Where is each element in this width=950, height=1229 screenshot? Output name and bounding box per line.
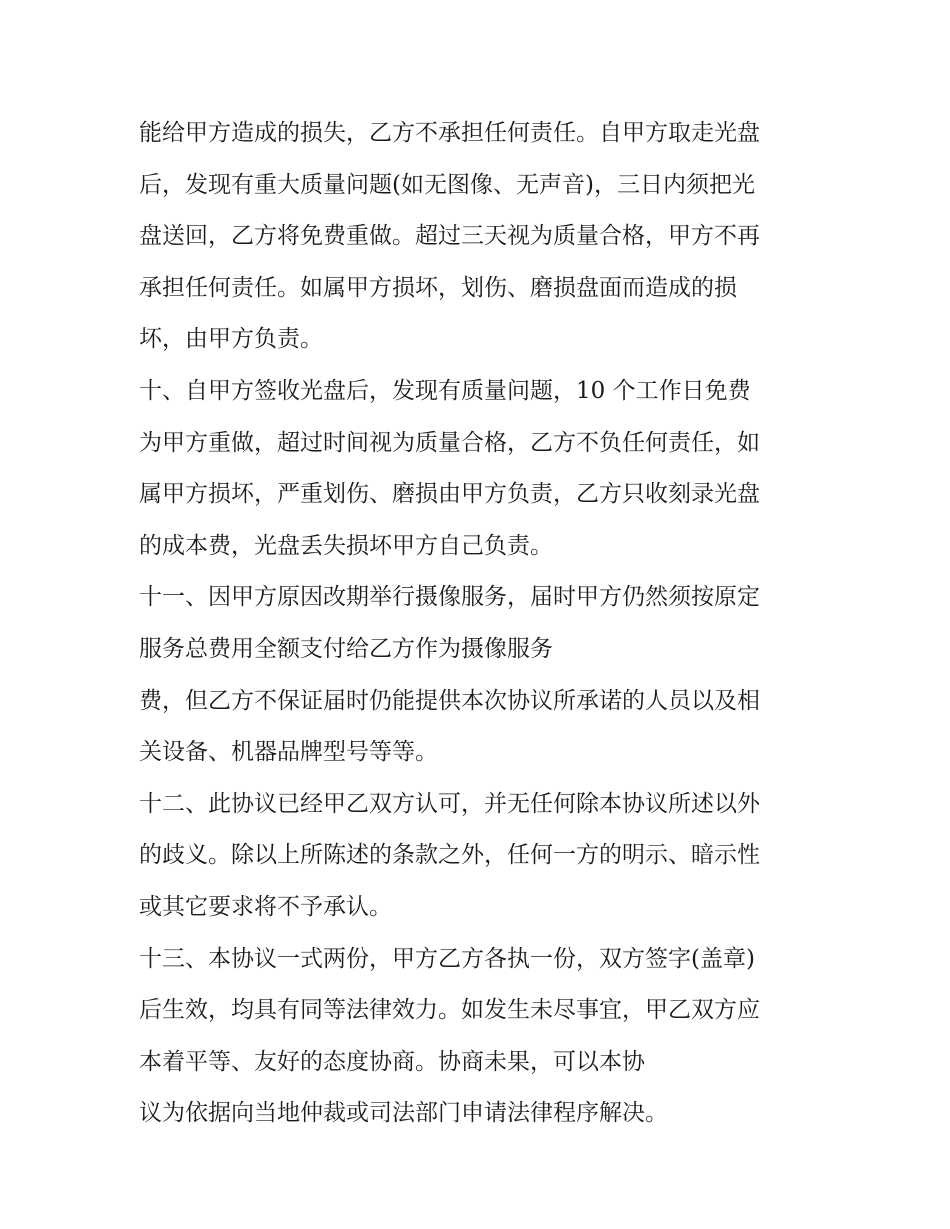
- text-line: 服务总费用全额支付给乙方作为摄像服务: [139, 635, 553, 662]
- clause-10-line: 十、自甲方签收光盘后，发现有质量问题，10 个工作日免费: [139, 377, 751, 404]
- text-line: 的成本费，光盘丢失损坏甲方自己负责。: [139, 532, 553, 559]
- clause-11-line: 十一、因甲方原因改期举行摄像服务，届时甲方仍然须按原定: [139, 584, 760, 611]
- text-line: 为甲方重做，超过时间视为质量合格，乙方不负任何责任，如: [139, 429, 760, 456]
- text-line: 本着平等、友好的态度协商。协商未果，可以本协: [139, 1048, 645, 1075]
- text-line: 关设备、机器品牌型号等等。: [139, 739, 438, 766]
- text-line: 后生效，均具有同等法律效力。如发生未尽事宜，甲乙双方应: [139, 997, 760, 1024]
- text-line: 承担任何责任。如属甲方损坏，划伤、磨损盘面而造成的损: [139, 274, 737, 301]
- text-line: 盘送回，乙方将免费重做。超过三天视为质量合格，甲方不再: [139, 223, 760, 250]
- text-line: 坏，由甲方负责。: [139, 326, 323, 353]
- text-line: 的歧义。除以上所陈述的条款之外，任何一方的明示、暗示性: [139, 842, 760, 869]
- text-line: 能给甲方造成的损失，乙方不承担任何责任。自甲方取走光盘: [139, 120, 760, 146]
- clause-12-line: 十二、此协议已经甲乙双方认可，并无任何除本协议所述以外: [139, 790, 760, 817]
- document-body: [139, 108, 829, 1140]
- text-line: 属甲方损坏，严重划伤、磨损由甲方负责，乙方只收刻录光盘: [139, 481, 760, 508]
- text-line: 或其它要求将不予承认。: [139, 893, 392, 920]
- clause-13-line: 十三、本协议一式两份，甲方乙方各执一份，双方签字(盖章): [139, 945, 755, 972]
- text-line: 后，发现有重大质量问题(如无图像、无声音)，三日内须把光: [139, 171, 755, 198]
- text-line: 费，但乙方不保证届时仍能提供本次协议所承诺的人员以及相: [139, 687, 760, 714]
- text-line: 议为依据向当地仲裁或司法部门申请法律程序解决。: [139, 1100, 668, 1127]
